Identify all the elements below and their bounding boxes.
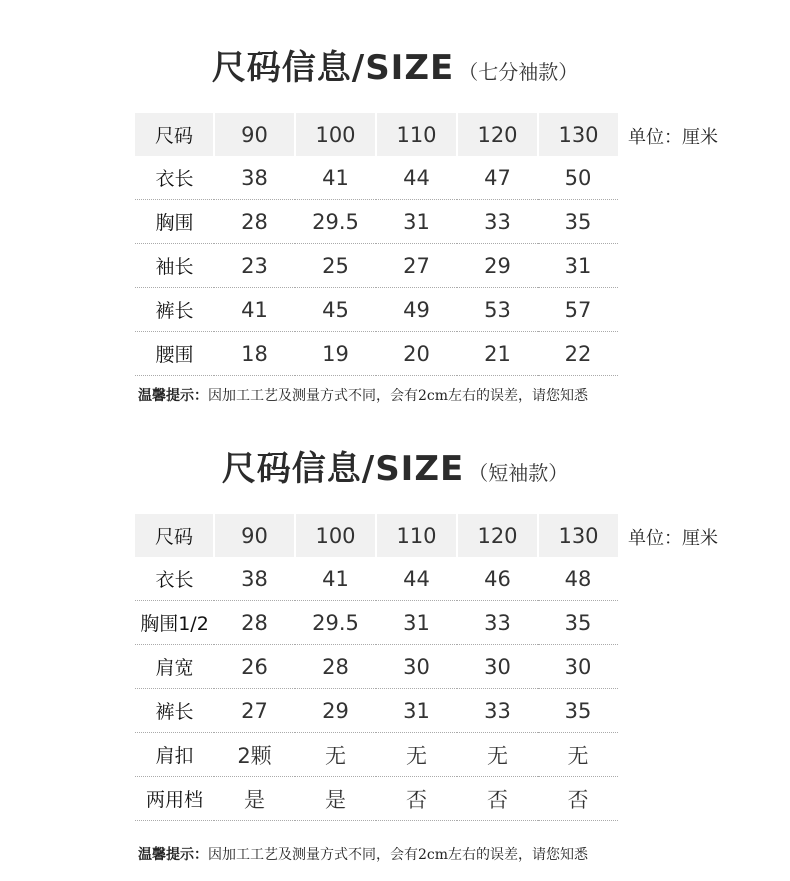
size-title-seven-sleeve xyxy=(0,40,790,89)
table-row xyxy=(135,244,618,288)
header-size-cell: 90 xyxy=(214,514,295,557)
tip-note xyxy=(138,385,588,405)
row-label-cell: 肩宽 xyxy=(135,645,214,689)
value-cell: 否 xyxy=(457,777,538,821)
row-label-cell: 衣长 xyxy=(135,156,214,200)
tip-text: 因加工工艺及测量方式不同，会有2cm左右的误差，请您知悉 xyxy=(208,388,589,404)
value-cell: 是 xyxy=(295,777,376,821)
row-label-cell: 胸围 xyxy=(135,200,214,244)
unit-label: 单位：厘米 xyxy=(628,127,718,148)
value-cell: 35 xyxy=(538,200,618,244)
value-cell: 29 xyxy=(295,689,376,733)
value-cell: 50 xyxy=(538,156,618,200)
size-table-short-sleeve xyxy=(135,514,618,821)
size-title-sub: （七分袖款） xyxy=(458,60,579,84)
table-row xyxy=(135,733,618,777)
header-size-cell: 110 xyxy=(376,113,457,156)
table-row xyxy=(135,288,618,332)
value-cell: 29.5 xyxy=(295,200,376,244)
row-label-cell: 裤长 xyxy=(135,288,214,332)
value-cell: 19 xyxy=(295,332,376,376)
header-size-cell: 130 xyxy=(538,514,618,557)
value-cell: 33 xyxy=(457,601,538,645)
value-cell: 否 xyxy=(376,777,457,821)
value-cell: 35 xyxy=(538,601,618,645)
row-label-cell: 裤长 xyxy=(135,689,214,733)
table-row xyxy=(135,777,618,821)
value-cell: 48 xyxy=(538,557,618,601)
header-size-cell: 100 xyxy=(295,113,376,156)
value-cell: 30 xyxy=(538,645,618,689)
size-table-seven-sleeve xyxy=(135,113,618,376)
value-cell: 41 xyxy=(295,557,376,601)
value-cell: 44 xyxy=(376,156,457,200)
header-label-cell: 尺码 xyxy=(135,113,214,156)
table-row xyxy=(135,601,618,645)
value-cell: 31 xyxy=(376,601,457,645)
size-header-row xyxy=(135,113,618,156)
value-cell: 41 xyxy=(214,288,295,332)
value-cell: 29 xyxy=(457,244,538,288)
value-cell: 21 xyxy=(457,332,538,376)
value-cell: 18 xyxy=(214,332,295,376)
value-cell: 46 xyxy=(457,557,538,601)
table-row xyxy=(135,557,618,601)
value-cell: 25 xyxy=(295,244,376,288)
value-cell: 无 xyxy=(295,733,376,777)
value-cell: 44 xyxy=(376,557,457,601)
row-label-cell: 袖长 xyxy=(135,244,214,288)
value-cell: 33 xyxy=(457,689,538,733)
value-cell: 31 xyxy=(376,689,457,733)
value-cell: 45 xyxy=(295,288,376,332)
value-cell: 27 xyxy=(376,244,457,288)
value-cell: 31 xyxy=(376,200,457,244)
header-size-cell: 130 xyxy=(538,113,618,156)
value-cell: 26 xyxy=(214,645,295,689)
tip-note xyxy=(138,844,588,864)
row-label-cell: 腰围 xyxy=(135,332,214,376)
table-row xyxy=(135,156,618,200)
value-cell: 35 xyxy=(538,689,618,733)
value-cell: 22 xyxy=(538,332,618,376)
value-cell: 30 xyxy=(457,645,538,689)
value-cell: 无 xyxy=(538,733,618,777)
size-header-row xyxy=(135,514,618,557)
header-size-cell: 100 xyxy=(295,514,376,557)
table-row xyxy=(135,689,618,733)
value-cell: 30 xyxy=(376,645,457,689)
value-cell: 无 xyxy=(376,733,457,777)
size-title-sub: （短袖款） xyxy=(468,461,569,485)
value-cell: 49 xyxy=(376,288,457,332)
row-label-cell: 胸围1/2 xyxy=(135,601,214,645)
value-cell: 23 xyxy=(214,244,295,288)
value-cell: 20 xyxy=(376,332,457,376)
header-label-cell: 尺码 xyxy=(135,514,214,557)
unit-label: 单位：厘米 xyxy=(628,528,718,549)
value-cell: 28 xyxy=(295,645,376,689)
value-cell: 57 xyxy=(538,288,618,332)
table-row xyxy=(135,645,618,689)
value-cell: 否 xyxy=(538,777,618,821)
header-size-cell: 110 xyxy=(376,514,457,557)
header-size-cell: 90 xyxy=(214,113,295,156)
value-cell: 31 xyxy=(538,244,618,288)
header-size-cell: 120 xyxy=(457,514,538,557)
size-title-short-sleeve xyxy=(0,441,790,490)
value-cell: 27 xyxy=(214,689,295,733)
value-cell: 28 xyxy=(214,200,295,244)
value-cell: 38 xyxy=(214,557,295,601)
value-cell: 53 xyxy=(457,288,538,332)
value-cell: 28 xyxy=(214,601,295,645)
value-cell: 33 xyxy=(457,200,538,244)
row-label-cell: 肩扣 xyxy=(135,733,214,777)
value-cell: 29.5 xyxy=(295,601,376,645)
row-label-cell: 衣长 xyxy=(135,557,214,601)
size-title-main: 尺码信息/SIZE xyxy=(211,48,455,88)
value-cell: 是 xyxy=(214,777,295,821)
value-cell: 47 xyxy=(457,156,538,200)
size-title-main: 尺码信息/SIZE xyxy=(221,449,465,489)
value-cell: 2颗 xyxy=(214,733,295,777)
tip-label: 温馨提示： xyxy=(138,388,208,404)
value-cell: 无 xyxy=(457,733,538,777)
table-row xyxy=(135,332,618,376)
value-cell: 38 xyxy=(214,156,295,200)
row-label-cell: 两用档 xyxy=(135,777,214,821)
value-cell: 41 xyxy=(295,156,376,200)
tip-text: 因加工工艺及测量方式不同，会有2cm左右的误差，请您知悉 xyxy=(208,847,589,863)
table-row xyxy=(135,200,618,244)
header-size-cell: 120 xyxy=(457,113,538,156)
tip-label: 温馨提示： xyxy=(138,847,208,863)
